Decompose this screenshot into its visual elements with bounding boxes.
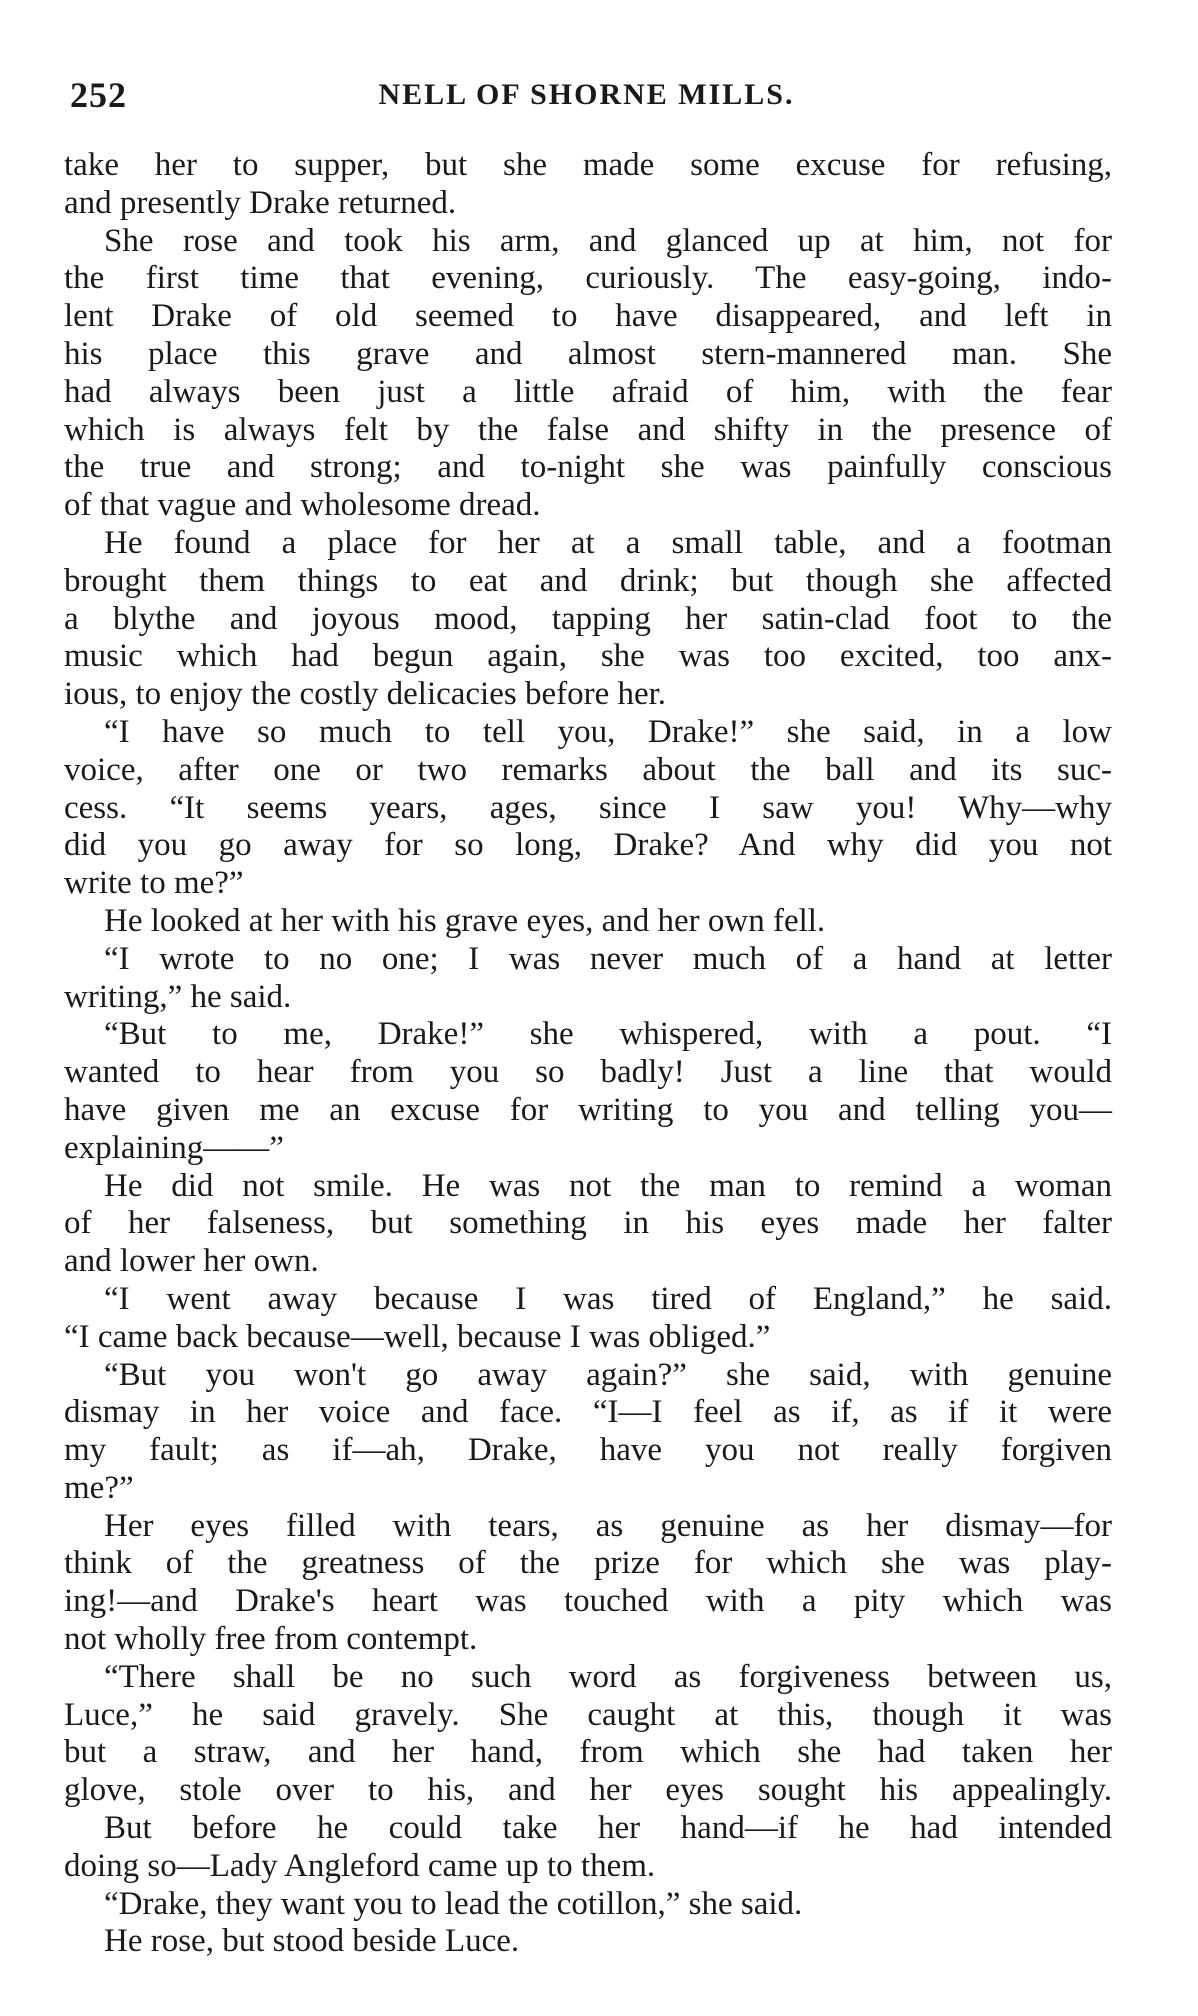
text-line: dismay in her voice and face. “I—I feel as if, as if it were (64, 1394, 1112, 1431)
text-line: and presently Drake returned. (64, 184, 457, 221)
text-line: He rose, but stood beside Luce. (104, 1923, 520, 1960)
text-line: “I wrote to no one; I was never much of a hand at letter (104, 940, 1112, 977)
text-line: music which had begun again, she was too excited, too anx- (64, 638, 1112, 675)
text-line: have given me an excuse for writing to you and telling you— (64, 1091, 1112, 1128)
text-line: a blythe and joyous mood, tapping her satin-clad foot to the (64, 600, 1112, 637)
text-line: “But you won't go away again?” she said, with genuine (104, 1356, 1112, 1393)
text-line: He looked at her with his grave eyes, and her own fell. (104, 902, 826, 939)
page-number: 252 (70, 75, 127, 115)
text-line: glove, stole over to his, and her eyes sought his appealingly. (64, 1772, 1112, 1809)
text-line: “I have so much to tell you, Drake!” she said, in a low (104, 713, 1112, 750)
text-line: which is always felt by the false and shifty in the presence of (64, 411, 1112, 448)
text-line: But before he could take her hand—if he had intended (104, 1810, 1112, 1847)
text-line: did you go away for so long, Drake? And why did you not (64, 827, 1112, 864)
text-line: ing!—and Drake's heart was touched with a pity which was (64, 1583, 1112, 1620)
text-line: doing so—Lady Angleford came up to them. (64, 1847, 656, 1884)
text-line: the true and strong; and to-night she was painfully conscious (64, 449, 1112, 486)
body-text (64, 147, 1112, 1961)
text-line: “I went away because I was tired of England,” he said. (104, 1280, 1112, 1317)
text-line: wanted to hear from you so badly! Just a line that would (64, 1054, 1112, 1091)
text-line: “But to me, Drake!” she whispered, with a pout. “I (104, 1016, 1112, 1053)
text-line: write to me?” (64, 865, 244, 902)
text-line: “Drake, they want you to lead the cotillon,” she said. (104, 1885, 803, 1922)
text-line: brought them things to eat and drink; but though she affected (64, 562, 1112, 599)
text-line: voice, after one or two remarks about the ball and its suc- (64, 751, 1112, 788)
text-line: of that vague and wholesome dread. (64, 487, 541, 524)
text-line: ious, to enjoy the costly delicacies before her. (64, 676, 667, 713)
text-line: Luce,” he said gravely. She caught at this, though it was (64, 1696, 1112, 1733)
text-line: She rose and took his arm, and glanced up at him, not for (104, 222, 1112, 259)
page-header (64, 70, 1109, 122)
text-line: take her to supper, but she made some excuse for refusing, (64, 147, 1112, 183)
running-title: NELL OF SHORNE MILLS. (378, 78, 795, 111)
text-line: lent Drake of old seemed to have disappeared, and left in (64, 298, 1112, 335)
text-line: explaining——” (64, 1129, 284, 1166)
text-line: “There shall be no such word as forgiveness between us, (104, 1658, 1112, 1695)
text-line: the first time that evening, curiously. The easy-going, indo- (64, 260, 1112, 297)
text-line: think of the greatness of the prize for which she was play- (64, 1545, 1112, 1582)
text-line: writing,” he said. (64, 978, 292, 1015)
text-line: cess. “It seems years, ages, since I saw you! Why—why (64, 789, 1112, 826)
text-line: and lower her own. (64, 1243, 319, 1280)
text-line: my fault; as if—ah, Drake, have you not really forgiven (64, 1432, 1112, 1469)
text-line: had always been just a little afraid of him, with the fear (64, 373, 1112, 410)
text-line: of her falseness, but something in his eyes made her falter (64, 1205, 1112, 1242)
text-line: Her eyes filled with tears, as genuine as her dismay—for (104, 1507, 1112, 1544)
text-line: his place this grave and almost stern-mannered man. She (64, 335, 1112, 372)
text-line: “I came back because—well, because I was obliged.” (64, 1318, 771, 1355)
text-line: He found a place for her at a small table, and a footman (104, 524, 1112, 561)
text-line: He did not smile. He was not the man to remind a woman (104, 1167, 1112, 1204)
text-line: not wholly free from contempt. (64, 1621, 478, 1658)
text-line: me?” (64, 1469, 134, 1506)
text-line: but a straw, and her hand, from which she had taken her (64, 1734, 1112, 1771)
